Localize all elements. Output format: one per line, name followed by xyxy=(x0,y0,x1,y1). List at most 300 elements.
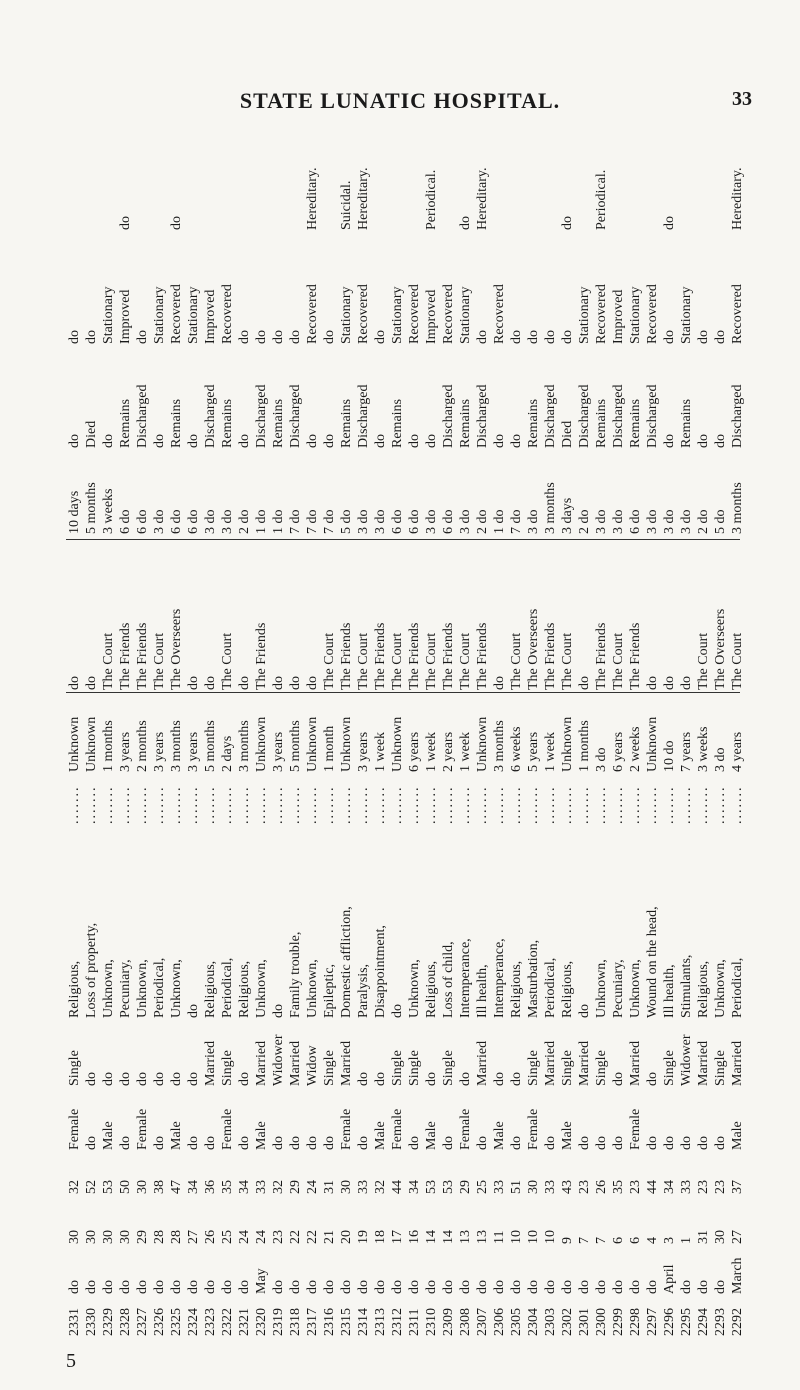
table-row xyxy=(695,140,713,1340)
table-row xyxy=(287,140,305,1340)
table-row xyxy=(270,140,288,1340)
admission-day-cell: 30 xyxy=(713,1230,728,1244)
entry-number-cell: 2297 xyxy=(645,1308,660,1336)
condition-cell: Recovered xyxy=(730,284,745,344)
age-cell: 53 xyxy=(424,1180,439,1194)
discharge-status-cell: Discharged xyxy=(730,384,745,448)
sex-cell: do xyxy=(356,1136,371,1150)
duration-before-admission-cell: 3 years xyxy=(152,731,167,772)
duration-before-admission-cell: 2 months xyxy=(135,720,150,772)
table-row xyxy=(202,140,220,1340)
committed-by-cell: The Friends xyxy=(407,622,422,690)
committed-by-cell: The Friends xyxy=(441,622,456,690)
entry-number-cell: 2328 xyxy=(118,1308,133,1336)
admission-day-cell: 17 xyxy=(390,1230,405,1244)
time-in-hospital-cell: 3 do xyxy=(679,509,694,534)
condition-cell: Recovered xyxy=(305,284,320,344)
age-cell: 34 xyxy=(186,1180,201,1194)
discharge-status-cell: do xyxy=(237,434,252,448)
entry-number-cell: 2300 xyxy=(594,1308,609,1336)
time-in-hospital-cell: 7 do xyxy=(509,509,524,534)
supposed-cause-cell: Unknown, xyxy=(101,959,116,1018)
admission-day-cell: 20 xyxy=(339,1230,354,1244)
admission-day-cell: 13 xyxy=(458,1230,473,1244)
civil-condition-cell: do xyxy=(509,1072,524,1086)
discharge-status-cell: Remains xyxy=(594,399,609,448)
condition-cell: do xyxy=(475,330,490,344)
admission-month-cell: do xyxy=(390,1280,405,1294)
time-in-hospital-cell: 3 days xyxy=(560,497,575,534)
duration-before-admission-cell: 3 years xyxy=(356,731,371,772)
admission-month-cell: do xyxy=(458,1280,473,1294)
leader-dots: ....... xyxy=(628,785,643,824)
supposed-cause-cell: Periodical, xyxy=(220,957,235,1018)
remarks-cell xyxy=(508,140,526,230)
admission-day-cell: 10 xyxy=(509,1230,524,1244)
supposed-cause-cell: Pecuniary, xyxy=(611,959,626,1018)
age-cell: 51 xyxy=(509,1180,524,1194)
sex-cell: do xyxy=(152,1136,167,1150)
time-in-hospital-cell: 5 do xyxy=(339,509,354,534)
age-cell: 52 xyxy=(84,1180,99,1194)
time-in-hospital-cell: 6 do xyxy=(169,509,184,534)
condition-cell: do xyxy=(560,330,575,344)
admission-day-cell: 10 xyxy=(526,1230,541,1244)
leader-dots: ....... xyxy=(645,785,660,824)
discharge-status-cell: Remains xyxy=(390,399,405,448)
discharge-status-cell: Discharged xyxy=(441,384,456,448)
admission-day-cell: 28 xyxy=(169,1230,184,1244)
remarks-cell xyxy=(712,140,730,230)
admission-month-cell: do xyxy=(322,1280,337,1294)
civil-condition-cell: do xyxy=(152,1072,167,1086)
table-row xyxy=(678,140,696,1340)
time-in-hospital-cell: 3 do xyxy=(611,509,626,534)
sex-cell: do xyxy=(679,1136,694,1150)
condition-cell: do xyxy=(662,330,677,344)
supposed-cause-cell: Intemperance, xyxy=(492,938,507,1018)
time-in-hospital-cell: 6 do xyxy=(135,509,150,534)
age-cell: 44 xyxy=(390,1180,405,1194)
age-cell: 35 xyxy=(611,1180,626,1194)
committed-by-cell: The Friends xyxy=(628,622,643,690)
remarks-cell: do xyxy=(662,216,677,230)
entry-number-cell: 2311 xyxy=(407,1308,422,1336)
age-cell: 23 xyxy=(628,1180,643,1194)
civil-condition-cell: Married xyxy=(696,1040,711,1086)
entry-number-cell: 2306 xyxy=(492,1308,507,1336)
remarks-cell xyxy=(525,140,543,230)
table-row xyxy=(525,140,543,1340)
entry-number-cell: 2312 xyxy=(390,1308,405,1336)
admission-month-cell: do xyxy=(220,1280,235,1294)
time-in-hospital-cell: 6 do xyxy=(390,509,405,534)
duration-before-admission-cell: 2 days xyxy=(220,735,235,772)
civil-condition-cell: Widower xyxy=(679,1034,694,1086)
admission-month-cell: April xyxy=(662,1264,677,1294)
age-cell: 47 xyxy=(169,1180,184,1194)
civil-condition-cell: do xyxy=(169,1072,184,1086)
remarks-cell xyxy=(236,140,254,230)
leader-dots: ....... xyxy=(611,785,626,824)
time-in-hospital-cell: 2 do xyxy=(577,509,592,534)
committed-by-cell: do xyxy=(679,676,694,690)
admission-day-cell: 16 xyxy=(407,1230,422,1244)
time-in-hospital-cell: 3 do xyxy=(594,509,609,534)
table-row xyxy=(219,140,237,1340)
admission-month-cell: do xyxy=(271,1280,286,1294)
leader-dots: ....... xyxy=(441,785,456,824)
condition-cell: do xyxy=(254,330,269,344)
leader-dots: ....... xyxy=(492,785,507,824)
table-row xyxy=(355,140,373,1340)
sex-cell: do xyxy=(203,1136,218,1150)
time-in-hospital-cell: 2 do xyxy=(475,509,490,534)
discharge-status-cell: Remains xyxy=(220,399,235,448)
entry-number-cell: 2296 xyxy=(662,1308,677,1336)
entry-number-cell: 2322 xyxy=(220,1308,235,1336)
sex-cell: do xyxy=(645,1136,660,1150)
remarks-cell: Hereditary. xyxy=(356,167,371,230)
remarks-cell: do xyxy=(560,216,575,230)
age-cell: 26 xyxy=(594,1180,609,1194)
table-row xyxy=(542,140,560,1340)
leader-dots: ....... xyxy=(152,785,167,824)
remarks-cell xyxy=(185,140,203,230)
discharge-status-cell: do xyxy=(152,434,167,448)
time-in-hospital-cell: 1 do xyxy=(271,509,286,534)
time-in-hospital-cell: 3 months xyxy=(730,482,745,534)
leader-dots: ....... xyxy=(577,785,592,824)
time-in-hospital-cell: 7 do xyxy=(305,509,320,534)
discharge-status-cell: Died xyxy=(560,420,575,448)
duration-before-admission-cell: 7 years xyxy=(679,731,694,772)
civil-condition-cell: Single xyxy=(662,1050,677,1086)
column-rule xyxy=(66,539,740,540)
entry-number-cell: 2313 xyxy=(373,1308,388,1336)
supposed-cause-cell: Religious, xyxy=(696,960,711,1018)
duration-before-admission-cell: Unknown xyxy=(339,716,354,772)
admission-month-cell: do xyxy=(492,1280,507,1294)
remarks-cell xyxy=(321,140,339,230)
supposed-cause-cell: Religious, xyxy=(237,960,252,1018)
condition-cell: Recovered xyxy=(356,284,371,344)
supposed-cause-cell: Religious, xyxy=(424,960,439,1018)
condition-cell: Recovered xyxy=(169,284,184,344)
discharge-status-cell: do xyxy=(713,434,728,448)
admission-day-cell: 30 xyxy=(84,1230,99,1244)
sex-cell: do xyxy=(441,1136,456,1150)
committed-by-cell: The Friends xyxy=(543,622,558,690)
civil-condition-cell: Married xyxy=(628,1040,643,1086)
leader-dots: ....... xyxy=(526,785,541,824)
page-header xyxy=(0,0,800,113)
entry-number-cell: 2323 xyxy=(203,1308,218,1336)
table-row xyxy=(457,140,475,1340)
supposed-cause-cell: Masturbation, xyxy=(526,939,541,1018)
leader-dots: ....... xyxy=(356,785,371,824)
age-cell: 37 xyxy=(730,1180,745,1194)
admission-day-cell: 28 xyxy=(152,1230,167,1244)
table-row xyxy=(644,140,662,1340)
duration-before-admission-cell: 2 years xyxy=(441,731,456,772)
admission-day-cell: 9 xyxy=(560,1237,575,1244)
condition-cell: Stationary xyxy=(339,286,354,344)
condition-cell: Improved xyxy=(424,289,439,344)
leader-dots: ....... xyxy=(169,785,184,824)
supposed-cause-cell: Wound on the head, xyxy=(645,906,660,1018)
discharge-status-cell: do xyxy=(696,434,711,448)
committed-by-cell: do xyxy=(305,676,320,690)
civil-condition-cell: do xyxy=(645,1072,660,1086)
discharge-status-cell: do xyxy=(373,434,388,448)
supposed-cause-cell: Religious, xyxy=(509,960,524,1018)
civil-condition-cell: Single xyxy=(441,1050,456,1086)
discharge-status-cell: Discharged xyxy=(475,384,490,448)
entry-number-cell: 2318 xyxy=(288,1308,303,1336)
discharge-status-cell: Remains xyxy=(118,399,133,448)
age-cell: 32 xyxy=(271,1180,286,1194)
remarks-cell xyxy=(610,140,628,230)
leader-dots: ....... xyxy=(373,785,388,824)
duration-before-admission-cell: 2 weeks xyxy=(628,726,643,772)
time-in-hospital-cell: 3 do xyxy=(373,509,388,534)
sex-cell: do xyxy=(594,1136,609,1150)
remarks-cell xyxy=(151,140,169,230)
duration-before-admission-cell: 6 years xyxy=(407,731,422,772)
discharge-status-cell: Remains xyxy=(458,399,473,448)
age-cell: 29 xyxy=(288,1180,303,1194)
supposed-cause-cell: Intemperance, xyxy=(458,938,473,1018)
civil-condition-cell: Single xyxy=(713,1050,728,1086)
sex-cell: Male xyxy=(373,1121,388,1150)
admission-day-cell: 14 xyxy=(424,1230,439,1244)
committed-by-cell: The Friends xyxy=(135,622,150,690)
committed-by-cell: The Court xyxy=(424,632,439,690)
table-row xyxy=(185,140,203,1340)
discharge-status-cell: Remains xyxy=(628,399,643,448)
condition-cell: Stationary xyxy=(628,286,643,344)
duration-before-admission-cell: 1 week xyxy=(424,731,439,772)
duration-before-admission-cell: Unknown xyxy=(254,716,269,772)
leader-dots: ....... xyxy=(118,785,133,824)
admission-day-cell: 3 xyxy=(662,1237,677,1244)
admission-day-cell: 6 xyxy=(611,1237,626,1244)
time-in-hospital-cell: 3 do xyxy=(424,509,439,534)
committed-by-cell: The Friends xyxy=(475,622,490,690)
duration-before-admission-cell: Unknown xyxy=(645,716,660,772)
admission-day-cell: 22 xyxy=(288,1230,303,1244)
remarks-cell: Hereditary. xyxy=(305,167,320,230)
civil-condition-cell: do xyxy=(424,1072,439,1086)
admission-month-cell: do xyxy=(679,1280,694,1294)
sex-cell: do xyxy=(118,1136,133,1150)
sex-cell: do xyxy=(186,1136,201,1150)
remarks-cell xyxy=(678,140,696,230)
remarks-cell xyxy=(287,140,305,230)
duration-before-admission-cell: Unknown xyxy=(84,716,99,772)
age-cell: 30 xyxy=(526,1180,541,1194)
admission-day-cell: 25 xyxy=(220,1230,235,1244)
discharge-status-cell: Remains xyxy=(339,399,354,448)
discharge-status-cell: Discharged xyxy=(543,384,558,448)
entry-number-cell: 2294 xyxy=(696,1308,711,1336)
age-cell: 36 xyxy=(203,1180,218,1194)
sex-cell: do xyxy=(407,1136,422,1150)
condition-cell: Improved xyxy=(203,289,218,344)
sex-cell: do xyxy=(237,1136,252,1150)
remarks-cell xyxy=(576,140,594,230)
age-cell: 34 xyxy=(237,1180,252,1194)
admission-month-cell: do xyxy=(441,1280,456,1294)
sex-cell: do xyxy=(271,1136,286,1150)
time-in-hospital-cell: 2 do xyxy=(696,509,711,534)
admission-day-cell: 4 xyxy=(645,1237,660,1244)
committed-by-cell: The Friends xyxy=(373,622,388,690)
duration-before-admission-cell: 5 years xyxy=(526,731,541,772)
leader-dots: ....... xyxy=(101,785,116,824)
sex-cell: Male xyxy=(169,1121,184,1150)
leader-dots: ....... xyxy=(679,785,694,824)
time-in-hospital-cell: 6 do xyxy=(628,509,643,534)
signature-mark: 5 xyxy=(66,1350,76,1372)
entry-number-cell: 2331 xyxy=(67,1308,82,1336)
entry-number-cell: 2308 xyxy=(458,1308,473,1336)
supposed-cause-cell: Periodical, xyxy=(543,957,558,1018)
remarks-cell xyxy=(253,140,271,230)
leader-dots: ....... xyxy=(288,785,303,824)
supposed-cause-cell: Loss of property, xyxy=(84,922,99,1018)
time-in-hospital-cell: 6 do xyxy=(441,509,456,534)
leader-dots: ....... xyxy=(203,785,218,824)
admission-month-cell: do xyxy=(407,1280,422,1294)
condition-cell: Stationary xyxy=(186,286,201,344)
admission-day-cell: 10 xyxy=(543,1230,558,1244)
sex-cell: Male xyxy=(424,1121,439,1150)
admission-month-cell: do xyxy=(237,1280,252,1294)
table-row xyxy=(236,140,254,1340)
condition-cell: Improved xyxy=(118,289,133,344)
committed-by-cell: The Friends xyxy=(254,622,269,690)
condition-cell: do xyxy=(322,330,337,344)
age-cell: 44 xyxy=(645,1180,660,1194)
age-cell: 34 xyxy=(662,1180,677,1194)
civil-condition-cell: Married xyxy=(203,1040,218,1086)
age-cell: 23 xyxy=(577,1180,592,1194)
supposed-cause-cell: Loss of child, xyxy=(441,941,456,1018)
table-row xyxy=(440,140,458,1340)
admission-day-cell: 29 xyxy=(135,1230,150,1244)
entry-number-cell: 2292 xyxy=(730,1308,745,1336)
sex-cell: Female xyxy=(390,1108,405,1150)
civil-condition-cell: Single xyxy=(322,1050,337,1086)
admission-month-cell: do xyxy=(305,1280,320,1294)
admission-day-cell: 30 xyxy=(101,1230,116,1244)
committed-by-cell: The Court xyxy=(322,632,337,690)
admission-day-cell: 26 xyxy=(203,1230,218,1244)
table-row xyxy=(593,140,611,1340)
leader-dots: ....... xyxy=(322,785,337,824)
remarks-cell: Hereditary. xyxy=(730,167,745,230)
entry-number-cell: 2320 xyxy=(254,1308,269,1336)
condition-cell: do xyxy=(271,330,286,344)
age-cell: 53 xyxy=(441,1180,456,1194)
entry-number-cell: 2305 xyxy=(509,1308,524,1336)
entry-number-cell: 2301 xyxy=(577,1308,592,1336)
supposed-cause-cell: Unknown, xyxy=(407,959,422,1018)
leader-dots: ....... xyxy=(424,785,439,824)
committed-by-cell: do xyxy=(84,676,99,690)
committed-by-cell: The Friends xyxy=(339,622,354,690)
sex-cell: Female xyxy=(67,1108,82,1150)
civil-condition-cell: Married xyxy=(339,1040,354,1086)
remarks-cell xyxy=(440,140,458,230)
remarks-cell xyxy=(134,140,152,230)
age-cell: 32 xyxy=(67,1180,82,1194)
sex-cell: do xyxy=(713,1136,728,1150)
admission-month-cell: do xyxy=(288,1280,303,1294)
remarks-cell xyxy=(270,140,288,230)
leader-dots: ....... xyxy=(560,785,575,824)
time-in-hospital-cell: 7 do xyxy=(322,509,337,534)
table-row xyxy=(661,140,679,1340)
discharge-status-cell: do xyxy=(407,434,422,448)
entry-number-cell: 2307 xyxy=(475,1308,490,1336)
discharge-status-cell: Discharged xyxy=(135,384,150,448)
age-cell: 23 xyxy=(713,1180,728,1194)
age-cell: 23 xyxy=(696,1180,711,1194)
age-cell: 43 xyxy=(560,1180,575,1194)
condition-cell: Recovered xyxy=(594,284,609,344)
leader-dots: ....... xyxy=(509,785,524,824)
entry-number-cell: 2321 xyxy=(237,1308,252,1336)
leader-dots: ....... xyxy=(84,785,99,824)
discharge-status-cell: Remains xyxy=(679,399,694,448)
condition-cell: do xyxy=(84,330,99,344)
supposed-cause-cell: Epileptic, xyxy=(322,963,337,1018)
table-row xyxy=(576,140,594,1340)
condition-cell: Stationary xyxy=(390,286,405,344)
committed-by-cell: The Court xyxy=(220,632,235,690)
entry-number-cell: 2310 xyxy=(424,1308,439,1336)
entry-number-cell: 2315 xyxy=(339,1308,354,1336)
condition-cell: Recovered xyxy=(492,284,507,344)
supposed-cause-cell: Unknown, xyxy=(594,959,609,1018)
committed-by-cell: do xyxy=(203,676,218,690)
committed-by-cell: The Overseers xyxy=(526,608,541,690)
committed-by-cell: do xyxy=(645,676,660,690)
time-in-hospital-cell: 3 weeks xyxy=(101,488,116,534)
table-row xyxy=(423,140,441,1340)
admission-day-cell: 11 xyxy=(492,1230,507,1244)
admission-day-cell: 18 xyxy=(373,1230,388,1244)
committed-by-cell: The Court xyxy=(509,632,524,690)
condition-cell: Recovered xyxy=(220,284,235,344)
committed-by-cell: do xyxy=(492,676,507,690)
duration-before-admission-cell: 6 years xyxy=(611,731,626,772)
duration-before-admission-cell: 3 months xyxy=(492,720,507,772)
time-in-hospital-cell: 1 do xyxy=(254,509,269,534)
admissions-table-wrapper xyxy=(60,140,750,1340)
supposed-cause-cell: Religious, xyxy=(67,960,82,1018)
admission-day-cell: 7 xyxy=(594,1237,609,1244)
civil-condition-cell: Married xyxy=(288,1040,303,1086)
admission-month-cell: do xyxy=(645,1280,660,1294)
committed-by-cell: The Friends xyxy=(118,622,133,690)
table-row xyxy=(117,140,135,1340)
table-row xyxy=(66,140,84,1340)
table-row xyxy=(712,140,730,1340)
